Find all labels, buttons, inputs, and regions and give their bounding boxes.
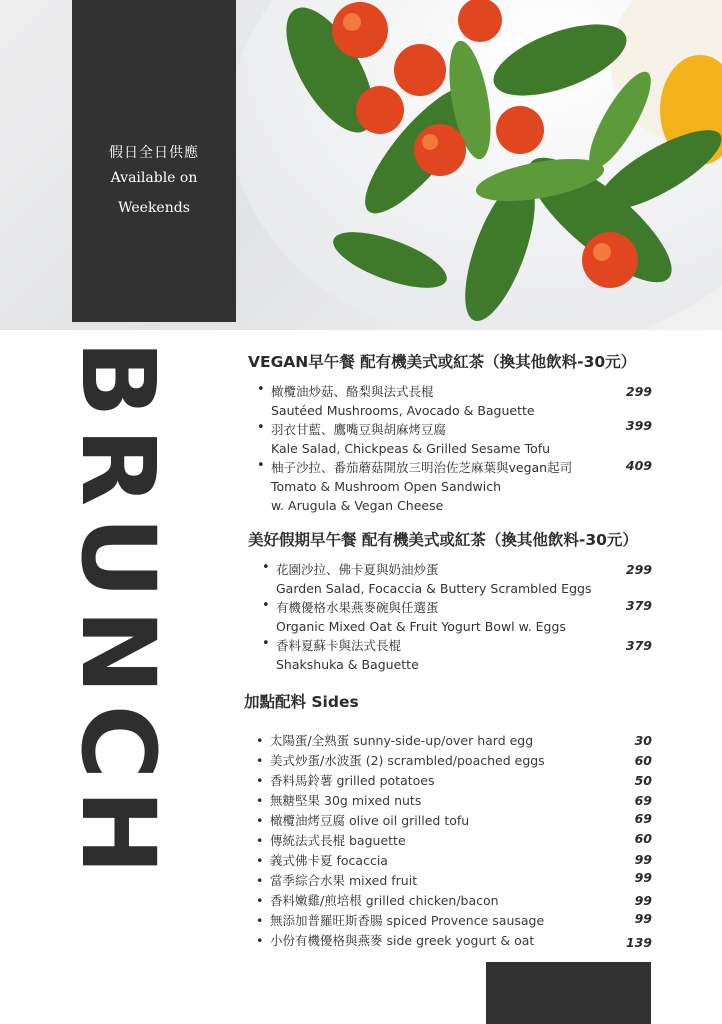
weekend-list bbox=[262, 560, 636, 674]
vegan-heading: VEGAN早午餐 配有機美式或紅茶（換其他飲料-30元） bbox=[248, 353, 637, 371]
bullet: • bbox=[256, 933, 264, 948]
side-item bbox=[256, 871, 630, 891]
weekend-heading: 美好假期早午餐 配有機美式或紅茶（換其他飲料-30元） bbox=[248, 531, 638, 549]
item-zh: 香料夏蘇卡與法式長棍 bbox=[276, 638, 402, 653]
side-zh: 義式佛卡夏 bbox=[270, 853, 333, 868]
item-zh: 柚子沙拉、番茄蘑菇開放三明治佐芝麻葉與vegan起司 bbox=[271, 460, 573, 475]
item-en-line2: w. Arugula & Vegan Cheese bbox=[271, 498, 444, 513]
menu-item bbox=[257, 382, 671, 420]
item-en: Garden Salad, Focaccia & Buttery Scrambled Eggs bbox=[276, 581, 592, 596]
badge-zh: 假日全日供應 bbox=[109, 145, 199, 161]
menu-item bbox=[262, 598, 636, 636]
side-item bbox=[256, 811, 630, 831]
price: 60 bbox=[634, 753, 652, 768]
bullet: • bbox=[256, 793, 264, 808]
side-en: focaccia bbox=[336, 853, 388, 868]
side-zh: 太陽蛋/全熟蛋 bbox=[270, 733, 350, 748]
side-item bbox=[256, 851, 630, 871]
price: 379 bbox=[625, 598, 652, 613]
price: 30 bbox=[634, 733, 652, 748]
price: 99 bbox=[634, 852, 652, 867]
bullet: • bbox=[257, 382, 265, 397]
badge-en-line1: Available on bbox=[110, 170, 198, 186]
price: 50 bbox=[634, 773, 652, 788]
item-zh: 有機優格水果燕麥碗與任選蛋 bbox=[276, 600, 439, 615]
item-en: Kale Salad, Chickpeas & Grilled Sesame Tofu bbox=[271, 441, 551, 456]
item-zh: 花園沙拉、佛卡夏與奶油炒蛋 bbox=[276, 562, 439, 577]
sides-heading: 加點配料 Sides bbox=[244, 693, 359, 711]
side-item bbox=[256, 831, 630, 851]
price: 60 bbox=[634, 831, 652, 846]
side-en: 30g mixed nuts bbox=[324, 793, 422, 808]
side-zh: 香料馬鈴薯 bbox=[270, 773, 333, 788]
price: 379 bbox=[625, 638, 652, 653]
price: 299 bbox=[625, 384, 652, 399]
side-en: (2) scrambled/poached eggs bbox=[365, 753, 545, 768]
side-zh: 橄欖油烤豆腐 bbox=[270, 813, 346, 828]
bullet: • bbox=[256, 913, 264, 928]
price: 399 bbox=[625, 418, 652, 433]
item-zh: 羽衣甘藍、鷹嘴豆與胡麻烤豆腐 bbox=[271, 422, 447, 437]
menu-item bbox=[262, 560, 636, 598]
price: 99 bbox=[634, 870, 652, 885]
price: 409 bbox=[625, 458, 652, 473]
side-en: grilled potatoes bbox=[336, 773, 435, 788]
bullet: • bbox=[256, 853, 264, 868]
price: 69 bbox=[634, 811, 652, 826]
side-zh: 無糖堅果 bbox=[270, 793, 321, 808]
bullet: • bbox=[256, 833, 264, 848]
price: 69 bbox=[634, 793, 652, 808]
side-en: mixed fruit bbox=[349, 873, 418, 888]
weekend-badge bbox=[72, 0, 236, 322]
side-en: grilled chicken/bacon bbox=[365, 893, 499, 908]
item-zh: 橄欖油炒菇、酪梨與法式長棍 bbox=[271, 384, 434, 399]
menu-item bbox=[257, 458, 671, 515]
item-en: Sautéed Mushrooms, Avocado & Baguette bbox=[271, 403, 535, 418]
bullet: • bbox=[256, 873, 264, 888]
side-en: baguette bbox=[349, 833, 406, 848]
brunch-title: BRUNCH bbox=[58, 340, 177, 885]
bullet: • bbox=[256, 753, 264, 768]
item-en: Organic Mixed Oat & Fruit Yogurt Bowl w. Eggs bbox=[276, 619, 566, 634]
side-zh: 無添加普羅旺斯香腸 bbox=[270, 913, 383, 928]
side-item bbox=[256, 731, 630, 751]
bullet: • bbox=[256, 813, 264, 828]
hero-banner bbox=[0, 0, 722, 330]
side-en: sunny-side-up/over hard egg bbox=[353, 733, 534, 748]
vegan-list bbox=[257, 382, 671, 515]
bullet: • bbox=[262, 598, 270, 613]
side-en: spiced Provence sausage bbox=[386, 913, 545, 928]
side-en: side greek yogurt & oat bbox=[386, 933, 535, 948]
side-zh: 香料嫩雞/煎培根 bbox=[270, 893, 362, 908]
bullet: • bbox=[257, 458, 265, 473]
bullet: • bbox=[262, 636, 270, 651]
side-zh: 傳統法式長棍 bbox=[270, 833, 346, 848]
footer-block bbox=[486, 962, 651, 1024]
menu-item bbox=[257, 420, 671, 458]
side-zh: 當季綜合水果 bbox=[270, 873, 346, 888]
side-en: olive oil grilled tofu bbox=[349, 813, 470, 828]
price: 99 bbox=[634, 893, 652, 908]
bullet: • bbox=[262, 560, 270, 575]
price: 99 bbox=[634, 911, 652, 926]
price: 139 bbox=[625, 935, 652, 950]
side-item bbox=[256, 771, 630, 791]
side-item bbox=[256, 791, 630, 811]
side-zh: 小份有機優格與燕麥 bbox=[270, 933, 383, 948]
price: 299 bbox=[625, 562, 652, 577]
side-zh: 美式炒蛋/水波蛋 bbox=[270, 753, 362, 768]
item-en: Shakshuka & Baguette bbox=[276, 657, 419, 672]
side-item bbox=[256, 911, 630, 931]
item-en: Tomato & Mushroom Open Sandwich bbox=[271, 479, 501, 494]
badge-en-line2: Weekends bbox=[118, 200, 190, 216]
side-item bbox=[256, 891, 630, 911]
side-item bbox=[256, 931, 630, 951]
bullet: • bbox=[256, 893, 264, 908]
bullet: • bbox=[257, 420, 265, 435]
bullet: • bbox=[256, 733, 264, 748]
side-item bbox=[256, 751, 630, 771]
sides-list bbox=[256, 731, 630, 951]
menu-item bbox=[262, 636, 636, 674]
bullet: • bbox=[256, 773, 264, 788]
